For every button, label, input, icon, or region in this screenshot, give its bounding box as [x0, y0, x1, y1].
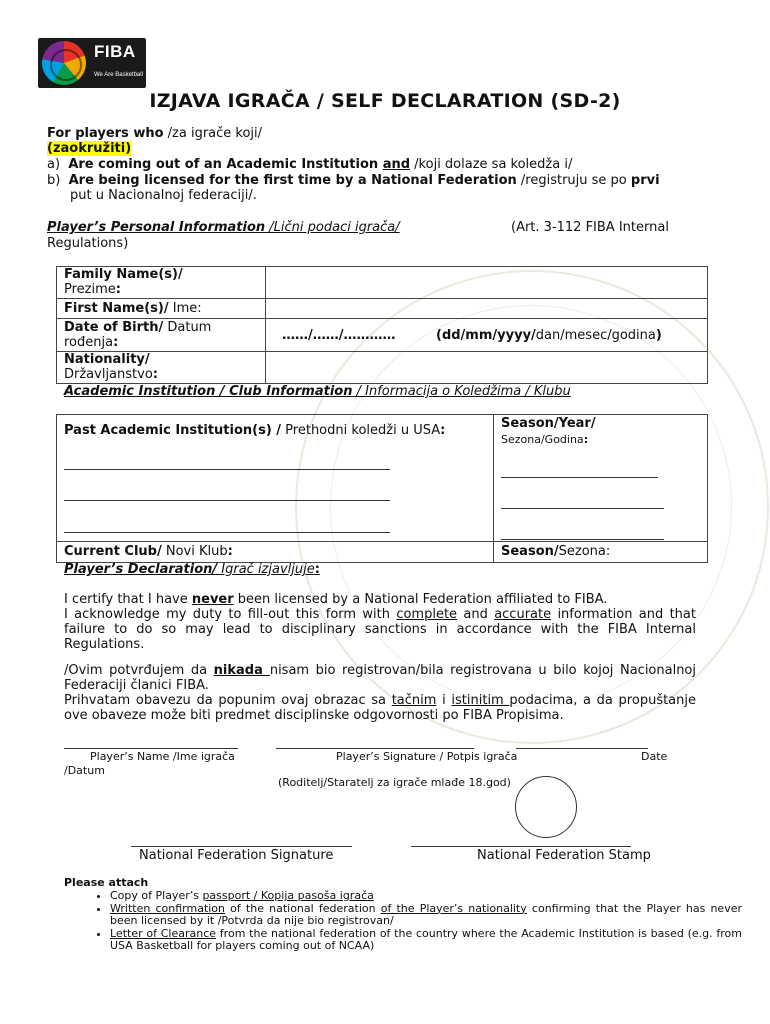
declaration-sr: /Ovim potvrđujem da nikada nisam bio registrovan/bila registrovana u bilo kojoj Nacionalnoj Federaciji članici FIBA. Prihvatam obavezu da popunim ovaj obrazac sa tačnim i istinitim podacima, a da propuštanje ove obaveze može biti predmet disciplinske odgovornosti po FIBA Propisima.	[64, 663, 697, 723]
player-signature-line[interactable]	[276, 748, 474, 749]
option-b-line2: put u Nacionalnoj federaciji/.	[70, 188, 257, 203]
player-name-label-2: /Datum	[64, 764, 105, 777]
dob-label-sr: rođenja:	[64, 335, 119, 350]
nf-signature-line[interactable]	[131, 846, 352, 847]
article-reference: (Art. 3-112 FIBA Internal	[511, 220, 669, 235]
nf-stamp-label: National Federation Stamp	[477, 848, 651, 863]
page-title: IZJAVA IGRAČA / SELF DECLARATION (SD-2)	[149, 90, 621, 112]
player-name-label: Player’s Name /Ime igrača	[90, 750, 235, 763]
first-name-label: First Name(s)/ Ime:	[64, 301, 202, 316]
dob-label: Date of Birth/ Datum	[64, 320, 212, 335]
first-name-field[interactable]	[268, 300, 704, 317]
past-institution-line-1[interactable]	[64, 469, 390, 470]
nationality-field[interactable]	[268, 353, 704, 381]
option-b: b) Are being licensed for the first time by a National Federation /registruju se po prvi	[47, 173, 660, 188]
dob-field[interactable]: ……/……/…………	[282, 328, 396, 343]
family-name-field[interactable]	[268, 268, 704, 296]
dob-format: (dd/mm/yyyy/dan/mesec/godina)	[436, 328, 662, 343]
past-institution-line-2[interactable]	[64, 500, 390, 501]
player-name-line[interactable]	[64, 748, 238, 749]
nationality-label: Nationality/	[64, 352, 150, 367]
logo-brand: FIBA	[94, 42, 136, 61]
academic-heading: Academic Institution / Club Information / Informacija o Koledžima / Klubu	[64, 384, 571, 399]
past-institution-line-3[interactable]	[64, 532, 390, 533]
attach-list	[64, 890, 742, 953]
option-a: a) Are coming out of an Academic Institution and /koji dolaze sa koledža i/	[47, 157, 573, 172]
attach-item-passport: • Copy of Player’s passport / Kopija pasoša igrača	[110, 890, 742, 903]
nationality-label-sr: Državljanstvo:	[64, 367, 158, 382]
past-institutions-label: Past Academic Institution(s) / Prethodni koledži u USA:	[64, 423, 446, 438]
basketball-icon	[42, 41, 86, 85]
player-signature-label: Player’s Signature / Potpis igrača	[336, 750, 518, 763]
personal-info-heading: Player’s Personal Information /Lični podaci igrača/	[47, 220, 400, 235]
season-year-label-sr: Sezona/Godina:	[501, 433, 589, 446]
logo-tagline: We Are Basketball	[94, 72, 143, 78]
season-line-2[interactable]	[501, 508, 664, 509]
date-label: Date	[641, 750, 668, 763]
season-line-1[interactable]	[501, 477, 658, 478]
fiba-logo	[38, 38, 146, 88]
date-line[interactable]	[516, 748, 648, 749]
declaration-en: I certify that I have never been licensed by a National Federation affiliated to FIBA. I acknowledge my duty to fill-out this form with complete and accurate information and that failure to do so may lead to disciplinary sanctions in accordance with the FIBA Internal Regulations.	[64, 592, 696, 652]
nf-signature-label: National Federation Signature	[139, 848, 334, 863]
season-bottom-label: Season/Sezona:	[501, 544, 611, 559]
family-name-label-sr: Prezime:	[64, 282, 121, 297]
guardian-note: (Roditelj/Staratelj za igrače mlađe 18.god)	[278, 776, 511, 789]
intro-circle: (zaokružiti)	[47, 141, 132, 156]
current-club-label: Current Club/ Novi Klub:	[64, 544, 233, 559]
season-line-3[interactable]	[501, 539, 664, 540]
nf-stamp-line[interactable]	[411, 846, 631, 847]
attach-item-clearance: • Letter of Clearance from the national federation of the country where the Academic Institution is based (e.g. from USA Basketball for players coming out of NCAA)	[110, 928, 742, 953]
attach-item-confirmation: • Written confirmation of the national federation of the Player’s nationality confirming that the Player has never been licensed by it /Potvrda da nije bio registrovan/	[110, 903, 742, 928]
article-reference-line2: Regulations)	[47, 236, 129, 251]
attach-heading: Please attach	[64, 876, 149, 889]
stamp-circle	[515, 776, 577, 838]
declaration-heading: Player’s Declaration/ Igrač izjavljuje:	[64, 562, 320, 577]
intro-for-players: For players who /za igrače koji/	[47, 126, 263, 141]
family-name-label: Family Name(s)/	[64, 267, 183, 282]
season-year-label: Season/Year/	[501, 416, 596, 431]
